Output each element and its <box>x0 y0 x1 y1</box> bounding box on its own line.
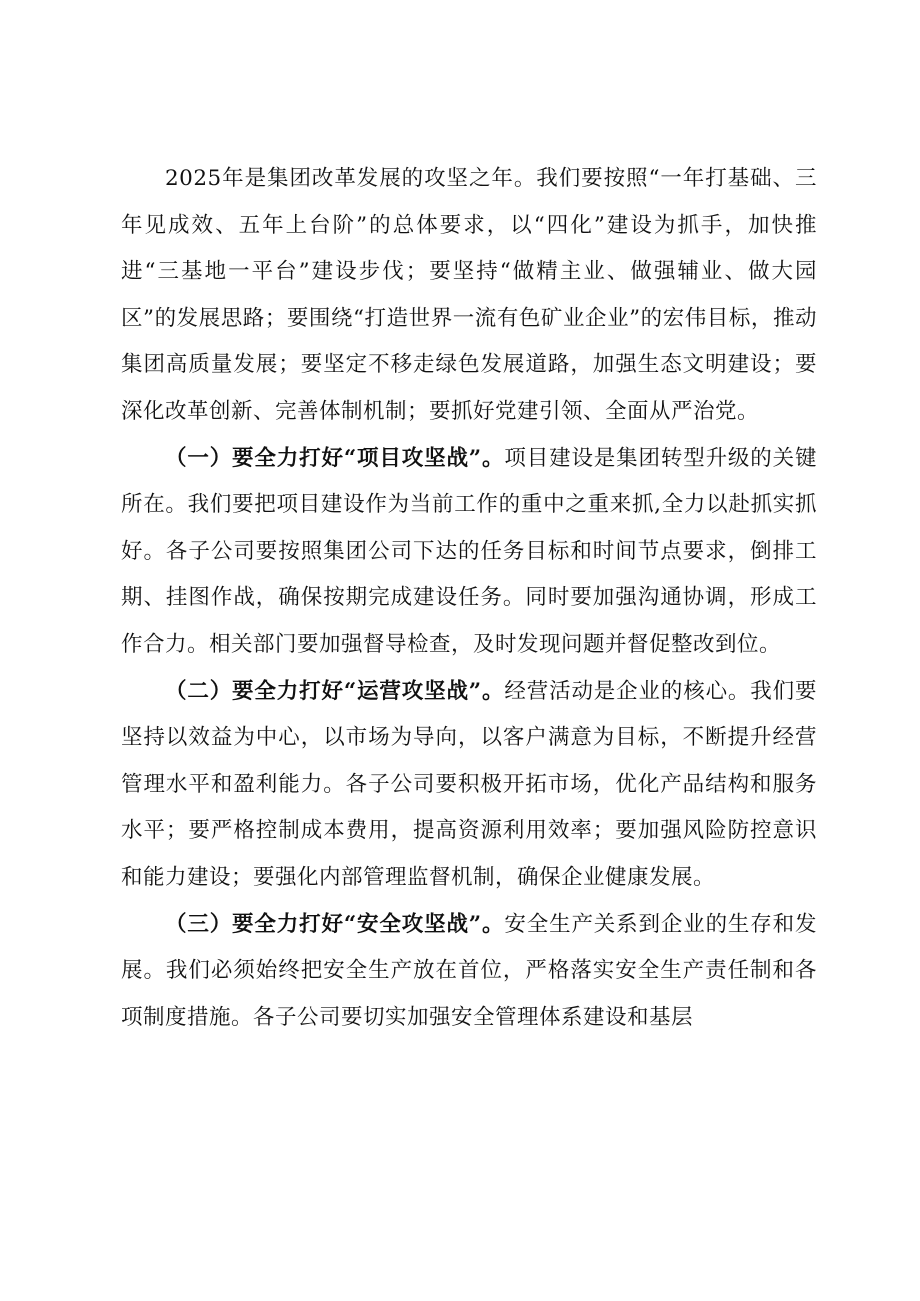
section-1-paragraph <box>121 436 817 669</box>
section-1-heading: （一）要全力打好“项目攻坚战”。 <box>165 445 505 471</box>
section-3-heading: （三）要全力打好“安全攻坚战”。 <box>165 911 505 937</box>
intro-paragraph <box>121 156 817 436</box>
section-3-paragraph <box>121 902 817 1042</box>
section-2-text: 经营活动是企业的核心。我们要坚持以效益为中心，以市场为导向，以客户满意为目标，不断提升经营管理水平和盈利能力。各子公司要积极开拓市场，优化产品结构和服务水平；要严格控制成本费用，提高资源利用效率；要加强风险防控意识和能力建设；要强化内部管理监督机制，确保企业健康发展。 <box>121 678 817 890</box>
section-3-text: 安全生产关系到企业的生存和发展。我们必须始终把安全生产放在首位，严格落实安全生产责任制和各项制度措施。各子公司要切实加强安全管理体系建设和基层 <box>121 911 817 1030</box>
document-body <box>121 156 817 1041</box>
section-2-heading: （二）要全力打好“运营攻坚战”。 <box>165 678 505 704</box>
paragraph-text: 2025年是集团改革发展的攻坚之年。我们要按照“一年打基础、三年见成效、五年上台阶”的总体要求，以“四化”建设为抓手，加快推进“三基地一平台”建设步伐；要坚持“做精主业、做强辅业、做大园区”的发展思路；要围绕“打造世界一流有色矿业企业”的宏伟目标，推动集团高质量发展；要坚定不移走绿色发展道路，加强生态文明建设；要深化改革创新、完善体制机制；要抓好党建引领、全面从严治党。 <box>121 166 817 424</box>
section-1-text: 项目建设是集团转型升级的关键所在。我们要把项目建设作为当前工作的重中之重来抓,全力以赴抓实抓好。各子公司要按照集团公司下达的任务目标和时间节点要求，倒排工期、挂图作战，确保按期完成建设任务。同时要加强沟通协调，形成工作合力。相关部门要加强督导检查，及时发现问题并督促整改到位。 <box>121 445 817 657</box>
section-2-paragraph <box>121 669 817 902</box>
